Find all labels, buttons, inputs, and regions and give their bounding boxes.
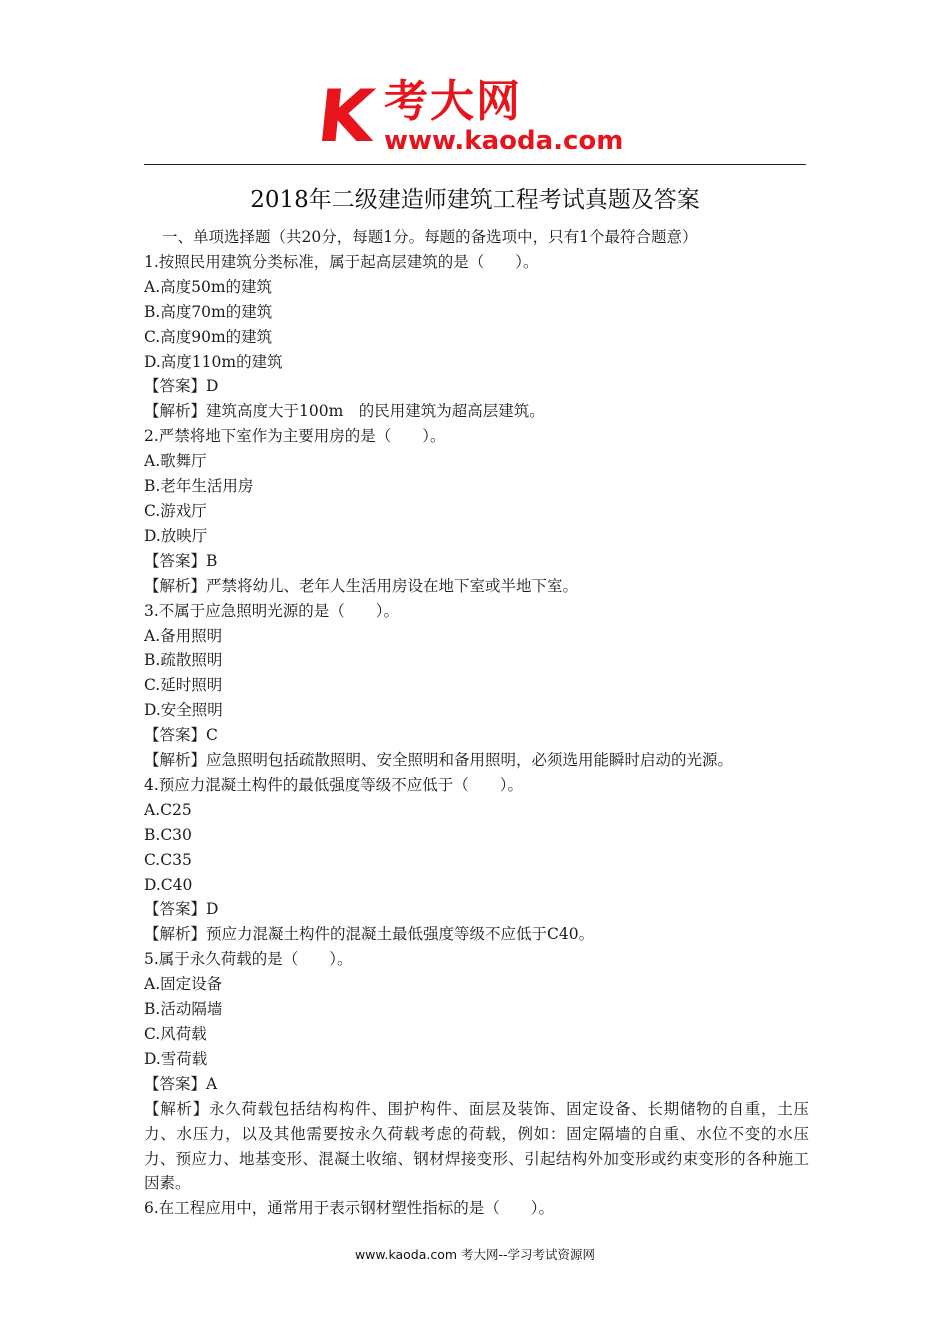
option-a: A.备用照明 [144,626,223,645]
question-2 [144,424,809,598]
option-c: C.延时照明 [144,676,223,695]
question-4 [144,773,809,947]
analysis: 【解析】严禁将幼儿、老年人生活用房设在地下室或半地下室。 [144,576,579,595]
answer: 【答案】D [144,900,219,919]
option-a: A.C25 [144,800,192,819]
option-a: A.固定设备 [144,975,223,994]
option-c: C.风荷载 [144,1025,207,1043]
option-d: D.安全照明 [144,701,223,720]
option-d: D.放映厅 [144,526,208,545]
analysis: 【解析】建筑高度大于100m 的民用建筑为超高层建筑。 [144,402,545,421]
section-heading: 一、单项选择题（共20分，每题1分。每题的备选项中，只有1个最符合题意） [162,228,698,246]
answer: 【答案】D [144,377,219,396]
analysis: 【解析】应急照明包括疏散照明、安全照明和备用照明，必须选用能瞬时启动的光源。 [144,751,734,770]
answer: 【答案】B [144,551,218,570]
question-stem: 6.在工程应用中，通常用于表示钢材塑性指标的是（ ）。 [144,1199,555,1218]
option-b: B.疏散照明 [144,651,223,670]
logo-chinese-name: 考大网 [384,76,522,127]
question-stem: 5.属于永久荷载的是（ ）。 [144,950,353,969]
question-stem: 1.按照民用建筑分类标准，属于起高层建筑的是（ ）。 [144,252,539,271]
page-footer: www.kaoda.com 考大网--学习考试资源网 [354,1247,596,1262]
option-b: B.高度70m的建筑 [144,302,273,321]
option-b: B.活动隔墙 [144,1000,223,1019]
page-title: 2018年二级建造师建筑工程考试真题及答案 [250,187,700,213]
logo-k-mark: K [313,74,377,158]
logo-url: www.kaoda.com [384,126,624,156]
option-d: D.高度110m的建筑 [144,352,283,371]
header-divider [144,164,806,165]
question-stem: 2.严禁将地下室作为主要用房的是（ ）。 [144,427,446,446]
option-d: D.雪荷载 [144,1049,208,1068]
option-b: B.C30 [144,825,192,844]
option-c: C.高度90m的建筑 [144,327,273,346]
question-6 [144,1196,809,1221]
question-stem: 4.预应力混凝土构件的最低强度等级不应低于（ ）。 [144,775,524,794]
question-stem: 3.不属于应急照明光源的是（ ）。 [144,601,400,620]
option-a: A.高度50m的建筑 [144,277,273,296]
answer: 【答案】A [144,1074,218,1093]
analysis: 【解析】预应力混凝土构件的混凝土最低强度等级不应低于C40。 [144,925,595,944]
option-d: D.C40 [144,875,193,894]
analysis: 【解析】永久荷载包括结构构件、围护构件、面层及装饰、固定设备、长期储物的自重，土压力、水压力，以及其他需要按永久荷载考虑的荷载，例如：固定隔墙的自重、水位不变的水压力、预应力、地基变形、混凝土收缩、钢材焊接变形、引起结构外加变形或约束变形的各种施工因素。 [144,1099,809,1193]
option-a: A.歌舞厅 [144,452,207,471]
question-3 [144,599,809,773]
document-body [144,225,809,1221]
option-b: B.老年生活用房 [144,477,254,496]
question-5 [144,947,809,1196]
kaoda-logo [313,74,648,160]
question-1 [144,250,809,424]
option-c: C.C35 [144,850,192,869]
option-c: C.游戏厅 [144,501,207,520]
answer: 【答案】C [144,726,218,745]
